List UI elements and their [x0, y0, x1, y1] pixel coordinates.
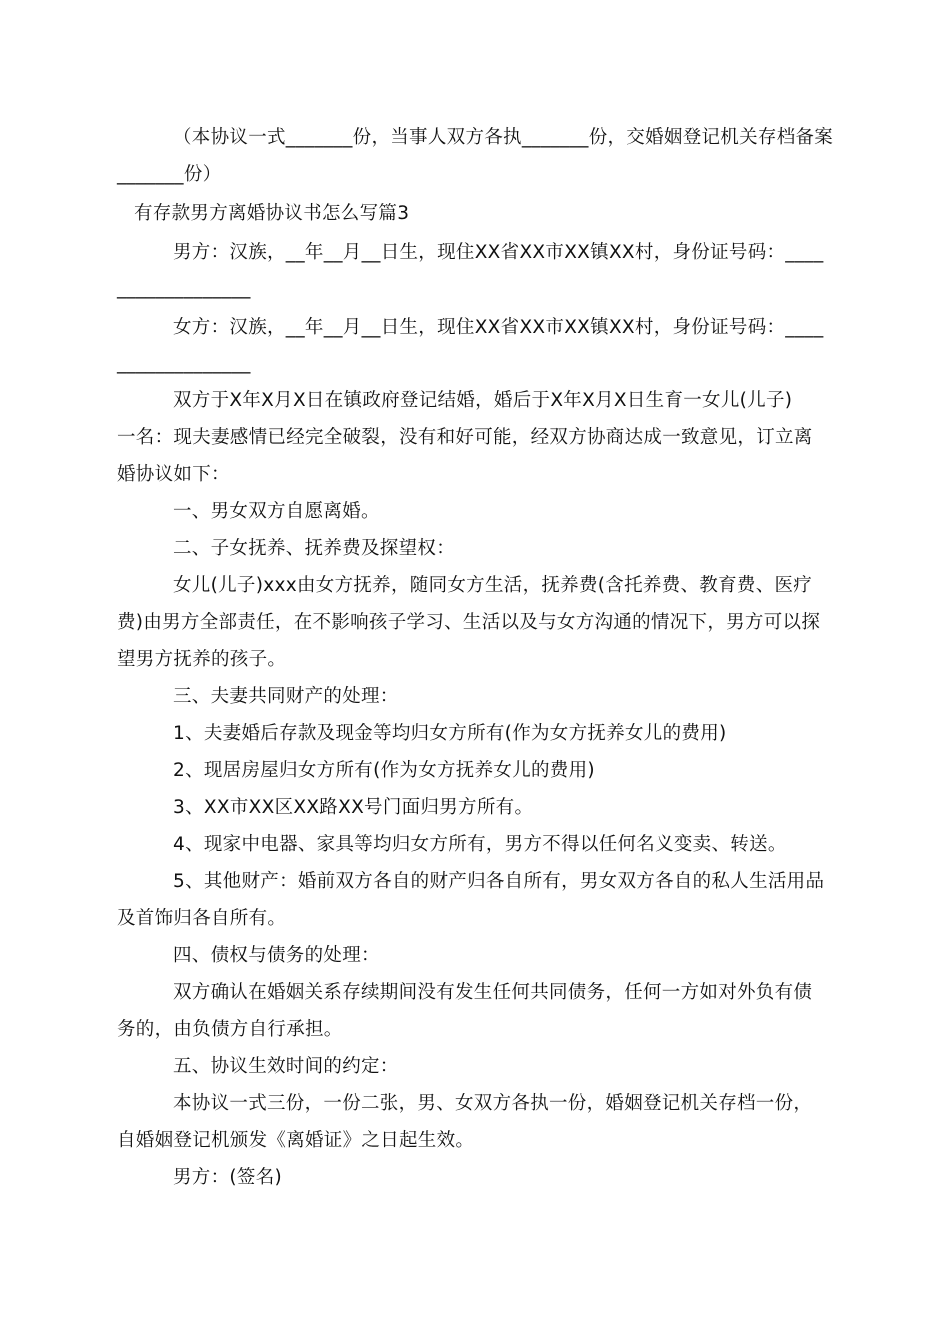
- clause-1: 一、男女双方自愿离婚。: [173, 501, 380, 522]
- effect-line-1: 本协议一式三份，一份二张，男、女双方各执一份，婚姻登记机关存档一份，: [173, 1093, 813, 1114]
- female-party-line-1: 女方：汉族，__年__月__日生，现住XX省XX市XX镇XX村，身份证号码：____: [173, 317, 824, 338]
- male-party-line-1: 男方：汉族，__年__月__日生，现住XX省XX市XX镇XX村，身份证号码：____: [173, 242, 824, 263]
- debt-line-1: 双方确认在婚姻关系存续期间没有发生任何共同债务，任何一方如对外负有债: [173, 982, 813, 1003]
- property-item-5-line-2: 及首饰归各自所有。: [117, 908, 287, 929]
- custody-line-3: 望男方抚养的孩子。: [117, 649, 287, 670]
- clause-3-heading: 三、夫妻共同财产的处理：: [173, 686, 399, 707]
- custody-line-2: 费)由男方全部责任，在不影响孩子学习、生活以及与女方沟通的情况下，男方可以探: [117, 612, 821, 633]
- male-party-line-2: ______________: [117, 278, 251, 299]
- copies-note-line-2: _______份）: [117, 164, 222, 185]
- male-signature-line: 男方：(签名): [173, 1167, 283, 1188]
- property-item-3: 3、XX市XX区XX路XX号门面归男方所有。: [173, 797, 534, 818]
- property-item-2: 2、现居房屋归女方所有(作为女方抚养女儿的费用): [173, 760, 595, 781]
- clause-4-heading: 四、债权与债务的处理：: [173, 945, 380, 966]
- property-item-5-line-1: 5、其他财产：婚前双方各自的财产归各自所有，男女双方各自的私人生活用品: [173, 871, 825, 892]
- debt-line-2: 务的，由负债方自行承担。: [117, 1019, 343, 1040]
- clause-2-heading: 二、子女抚养、抚养费及探望权：: [173, 538, 456, 559]
- copies-note-line-1: （本协议一式_______份，当事人双方各执_______份，交婚姻登记机关存档备案: [173, 127, 834, 148]
- preamble-line-3: 婚协议如下：: [117, 464, 230, 485]
- property-item-4: 4、现家中电器、家具等均归女方所有，男方不得以任何名义变卖、转送。: [173, 834, 787, 855]
- preamble-line-1: 双方于X年X月X日在镇政府登记结婚，婚后于X年X月X日生育一女儿(儿子): [173, 390, 793, 411]
- effect-line-2: 自婚姻登记机颁发《离婚证》之日起生效。: [117, 1130, 475, 1151]
- custody-line-1: 女儿(儿子)xxx由女方抚养，随同女方生活，抚养费(含托养费、教育费、医疗: [173, 575, 813, 596]
- property-item-1: 1、夫妻婚后存款及现金等均归女方所有(作为女方抚养女儿的费用): [173, 723, 727, 744]
- clause-5-heading: 五、协议生效时间的约定：: [173, 1056, 399, 1077]
- section-title: 有存款男方离婚协议书怎么写篇3: [134, 203, 410, 224]
- preamble-line-2: 一名：现夫妻感情已经完全破裂，没有和好可能，经双方协商达成一致意见，订立离: [117, 427, 813, 448]
- female-party-line-2: ______________: [117, 353, 251, 374]
